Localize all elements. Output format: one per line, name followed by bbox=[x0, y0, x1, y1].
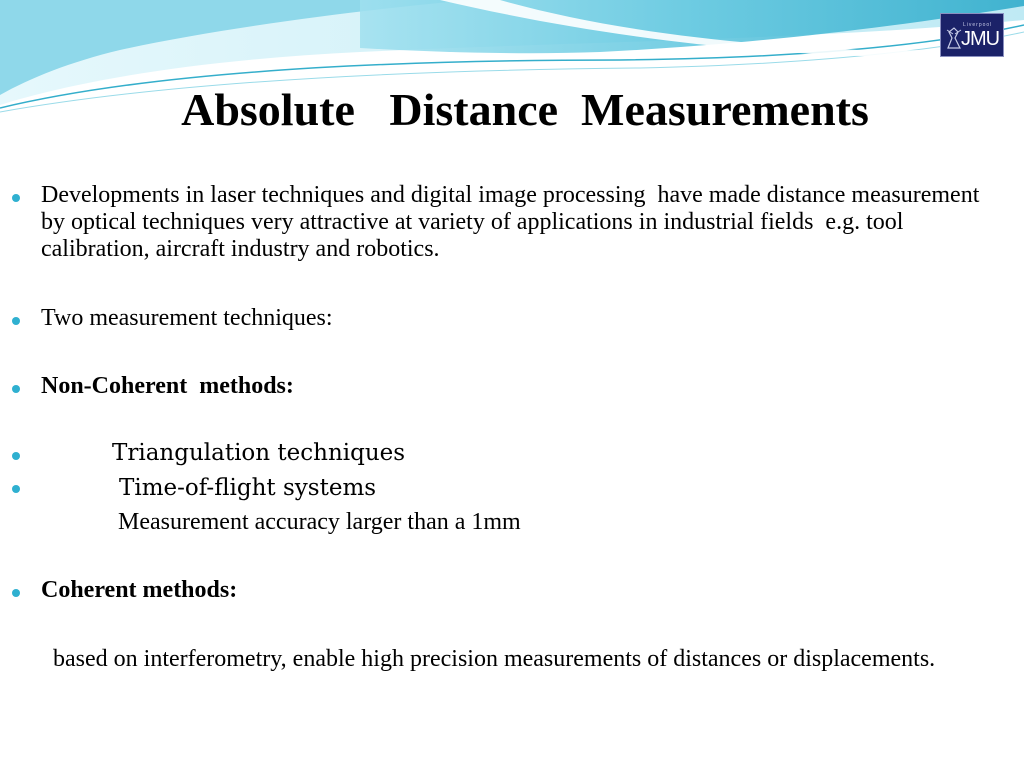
bullet-text: Non-Coherent methods: bbox=[41, 373, 294, 399]
bullet-text: Time-of-flight systems bbox=[119, 475, 377, 501]
bullet-text: Coherent methods: bbox=[41, 577, 238, 603]
logo-small-text: Liverpool bbox=[963, 22, 993, 28]
bullet-text: Two measurement techniques: bbox=[41, 305, 333, 331]
jmu-logo bbox=[940, 13, 1004, 57]
bullet-icon bbox=[12, 317, 20, 325]
bullet-icon bbox=[12, 452, 20, 460]
slide-title: Absolute Distance Measurements bbox=[181, 84, 869, 135]
bullet-text: Triangulation techniques bbox=[112, 440, 406, 466]
bullet-icon bbox=[12, 385, 20, 393]
bullet-text: Developments in laser techniques and digital image processing have made distance measurement by optical techniques very attractive at variety of applications in industrial fields e.g. tool calibration, aircraft industry and robotics. bbox=[41, 182, 986, 262]
bullet-icon bbox=[12, 485, 20, 493]
logo-main-text: JMU bbox=[961, 28, 1000, 50]
bullet-icon bbox=[12, 194, 20, 202]
sub-note-text: Measurement accuracy larger than a 1mm bbox=[118, 509, 521, 535]
bullet-icon bbox=[12, 589, 20, 597]
paragraph-text: based on interferometry, enable high precision measurements of distances or displacements. bbox=[53, 646, 936, 672]
